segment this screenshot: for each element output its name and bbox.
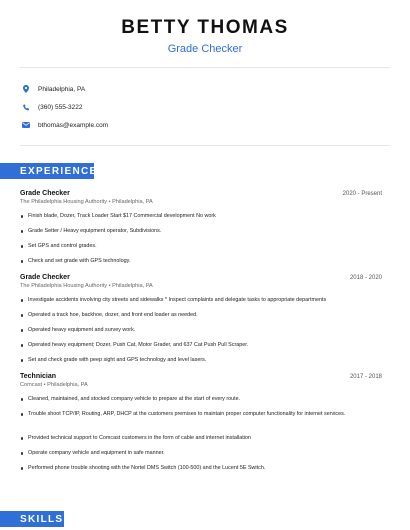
bullet-item: Grade Setter / Heavy equipment operator, Subdivisions. [28,228,360,236]
mail-icon [22,121,30,129]
bullet-item: Finish blade, Dozer, Track Loader Start $17 Commercial development No work [28,213,360,221]
job-organization: Comcast • Philadelphia, PA [20,382,88,388]
contact-location [22,85,85,93]
map-pin-icon [22,85,30,93]
phone-icon [22,103,30,111]
phone-text: (360) 555-3222 [38,103,83,111]
bullet-item: Performed phone trouble shooting with the Nortel DMS Switch (100-500) and the Lucent 5E Switch. [28,465,360,473]
bullet-item: Check and set grade with GPS technology. [28,258,360,266]
bullet-item: Set and check grade with peep sight and GPS technology and level lasers. [28,357,360,365]
job-entry [20,190,382,205]
job-organization: The Philadelphia Housing Authority • Philadelphia, PA [20,283,153,289]
bullet-item: Cleaned, maintained, and stocked company vehicle to prepare at the start of every route. [28,396,360,404]
resume-header [0,0,410,56]
contact-email[interactable] [22,121,108,129]
contact-phone [22,103,82,111]
job-dates: 2017 - 2018 [349,374,382,380]
job-entry [20,373,382,388]
bullet-item: Set GPS and control grades. [28,243,360,251]
job-entry [20,274,382,289]
divider [20,145,390,146]
email-link[interactable]: bthomas@example.com [38,121,109,129]
bullet-item: Operated a track hoe, backhoe, dozer, and front end loader as needed. [28,312,360,320]
bullet-item: Investigate accidents involving city streets and sidewalks * Inspect complaints and delegate tasks to appropriate departments [28,297,360,305]
bullet-item: Operated heavy equipment; Dozer, Push Cat, Motor Grader, and 637 Cat Push Pull Scraper. [28,342,360,350]
bullet-item: Provided technical support to Comcast customers in the form of cable and internet installation [28,435,360,443]
job-title: Grade Checker [20,190,70,197]
section-heading-experience: EXPERIENCE [0,163,94,179]
job-title: Technician [20,373,57,380]
section-heading-skills: SKILLS [0,511,64,527]
job-title-heading: Grade Checker [167,43,243,55]
job-dates: 2018 - 2020 [349,275,382,281]
job-organization: The Philadelphia Housing Authority • Philadelphia, PA [20,199,153,205]
candidate-name: BETTY THOMAS [121,17,289,38]
bullet-item: Operate company vehicle and equipment in safe manner. [28,450,360,458]
location-text: Philadelphia, PA [38,85,86,93]
job-dates: 2020 - Present [342,191,382,197]
bullet-item: Trouble shoot TCP/IP, Routing, ARP, DHCP at the customers premises to maintain proper computer functionality for internet services. [28,411,348,419]
job-title: Grade Checker [20,274,70,281]
divider [20,67,390,68]
bullet-item: Operated heavy equipment and survey work. [28,327,360,335]
